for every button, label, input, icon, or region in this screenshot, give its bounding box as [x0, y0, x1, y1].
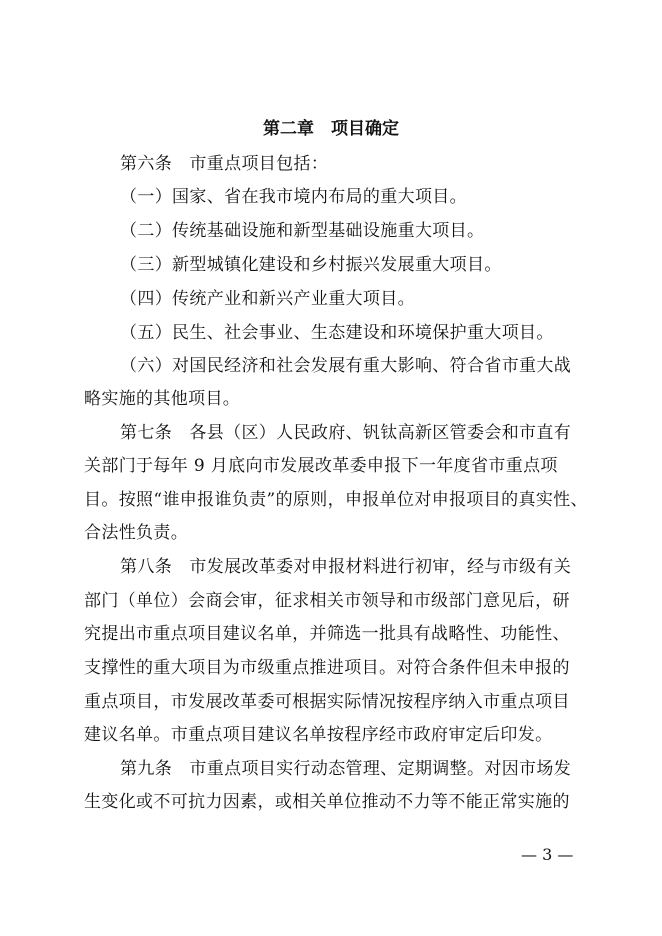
article-8-line-4: 支撑性的重大项目为市级重点推进项目。对符合条件但未申报的: [84, 658, 570, 678]
article-9-line-2: 生变化或不可抗力因素，或相关单位推动不力等不能正常实施的: [84, 792, 570, 812]
page-number: — 3 —: [521, 845, 574, 864]
article-8-line-2: 部门（单位）会商会审，征求相关市领导和市级部门意见后，研: [84, 591, 570, 611]
article-8-line-3: 究提出市重点项目建议名单，并筛选一批具有战略性、功能性、: [84, 624, 570, 644]
chapter-title: 第二章 项目确定: [263, 119, 399, 139]
article-6-item-1: （一）国家、省在我市境内布局的重大项目。: [120, 187, 467, 207]
article-9-line-1: 第九条 市重点项目实行动态管理、定期调整。对因市场发: [120, 759, 572, 779]
article-7-line-4: 合法性负责。: [84, 523, 189, 543]
article-6-item-5: （五）民生、社会事业、生态建设和环境保护重大项目。: [120, 323, 554, 343]
article-7-line-1: 第七条 各县（区）人民政府、钒钛高新区管委会和市直有: [120, 423, 572, 443]
article-8-line-6: 建议名单。市重点项目建议名单按程序经市政府审定后印发。: [84, 725, 553, 745]
article-7-line-2: 关部门于每年 9 月底向市发展改革委申报下一年度省市重点项: [84, 456, 558, 476]
article-6-item-3: （三）新型城镇化建设和乡村振兴发展重大项目。: [120, 255, 502, 275]
article-6-heading: 第六条 市重点项目包括：: [120, 154, 329, 174]
article-8-line-1: 第八条 市发展改革委对申报材料进行初审，经与市级有关: [120, 557, 572, 577]
article-7-line-3: 目。按照“谁申报谁负责”的原则，申报单位对申报项目的真实性、: [84, 490, 588, 510]
article-6-item-4: （四）传统产业和新兴产业重大项目。: [120, 289, 415, 309]
article-6-item-6-line-2: 略实施的其他项目。: [84, 389, 241, 409]
article-6-item-6-line-1: （六）对国民经济和社会发展有重大影响、符合省市重大战: [120, 356, 572, 376]
article-8-line-5: 重点项目，市发展改革委可根据实际情况按程序纳入市重点项目: [84, 692, 570, 712]
article-6-item-2: （二）传统基础设施和新型基础设施重大项目。: [120, 221, 485, 241]
